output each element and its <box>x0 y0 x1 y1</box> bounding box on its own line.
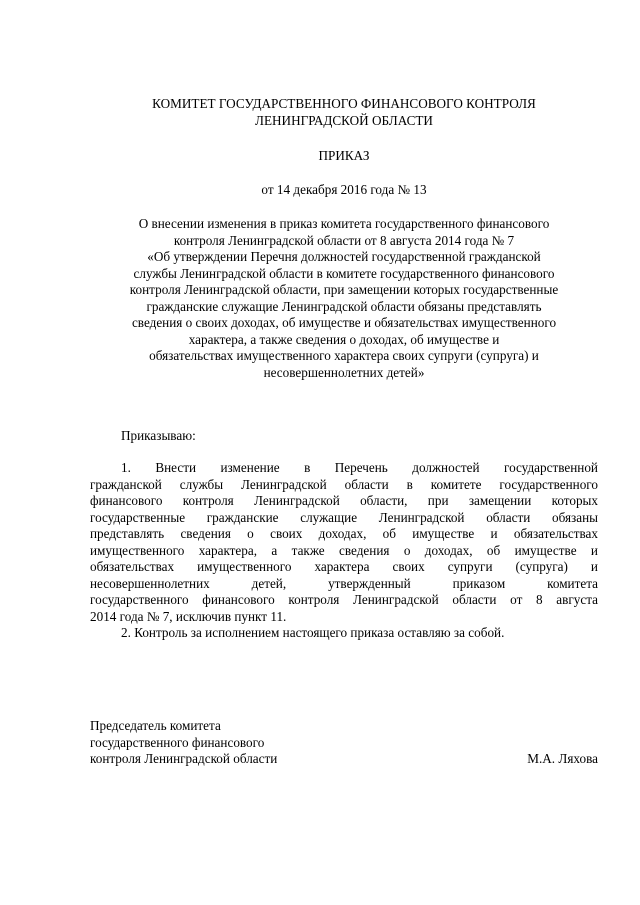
order-word-text: Приказываю: <box>121 428 196 443</box>
order-item-1-line: имущественного характера, а также сведения о доходах, об имуществе и <box>90 542 598 558</box>
subject-line: «Об утверждении Перечня должностей государственной гражданской <box>147 249 541 264</box>
order-item-1 <box>90 460 598 625</box>
order-item-1-line: гражданской службы Ленинградской области в комитете государственного <box>90 476 598 492</box>
signature-position-line: Председатель комитета <box>90 718 221 733</box>
subject-line: характера, а также сведения о доходах, об имуществе и <box>188 331 500 347</box>
order-item-1-line: представлять сведения о своих доходах, об имуществе и обязательствах <box>90 526 598 541</box>
subject-line: О внесении изменения в приказ комитета государственного финансового <box>138 216 550 231</box>
order-item-1-line: государственные гражданские служащие Ленинградской области обязаны <box>90 509 598 525</box>
document-title <box>90 148 598 165</box>
order-item-1-line: обязательствах имущественного характера своих супруги (супруга) и <box>90 559 598 574</box>
signatory-name: М.А. Ляхова <box>527 751 598 766</box>
signature-position-line: государственного финансового <box>90 734 265 750</box>
order-body <box>90 460 598 642</box>
order-item-1-last-line: 2014 года № 7, исключив пункт 11. <box>90 608 287 624</box>
subject-line: несовершеннолетних детей» <box>263 364 425 380</box>
document-title-text: ПРИКАЗ <box>318 148 370 163</box>
order-item-2-text: 2. Контроль за исполнением настоящего приказа оставляю за собой. <box>121 625 505 640</box>
committee-header <box>90 96 598 129</box>
order-item-1-line: 1. Внести изменение в Перечень должностей государственной <box>121 460 598 475</box>
order-word <box>121 428 321 445</box>
signature-position-line: контроля Ленинградской области <box>90 751 278 766</box>
order-item-1-line: финансового контроля Ленинградской области, при замещении которых <box>90 493 598 508</box>
committee-header-line: ЛЕНИНГРАДСКОЙ ОБЛАСТИ <box>255 112 433 128</box>
document-date-text: от 14 декабря 2016 года № 13 <box>261 182 427 197</box>
signature-block <box>90 718 598 768</box>
subject-line: гражданские служащие Ленинградской области обязаны представлять <box>146 298 542 314</box>
subject-line: обязательствах имущественного характера своих супруги (супруга) и <box>149 348 539 363</box>
committee-header-line: КОМИТЕТ ГОСУДАРСТВЕННОГО ФИНАНСОВОГО КОНТРОЛЯ <box>152 96 536 111</box>
order-item-2 <box>90 625 598 642</box>
subject-line: службы Ленинградской области в комитете государственного финансового <box>133 265 555 281</box>
document-date <box>90 182 598 199</box>
subject-line: контроля Ленинградской области, при замещении которых государственные <box>129 282 559 297</box>
subject-line: сведения о своих доходах, об имуществе и обязательствах имущественного <box>131 315 557 330</box>
subject-line: контроля Ленинградской области от 8 августа 2014 года № 7 <box>173 232 515 248</box>
order-item-1-line: государственного финансового контроля Ленинградской области от 8 августа <box>90 592 598 607</box>
document-subject <box>90 216 598 381</box>
order-item-1-line: несовершеннолетних детей, утвержденный приказом комитета <box>90 575 598 591</box>
